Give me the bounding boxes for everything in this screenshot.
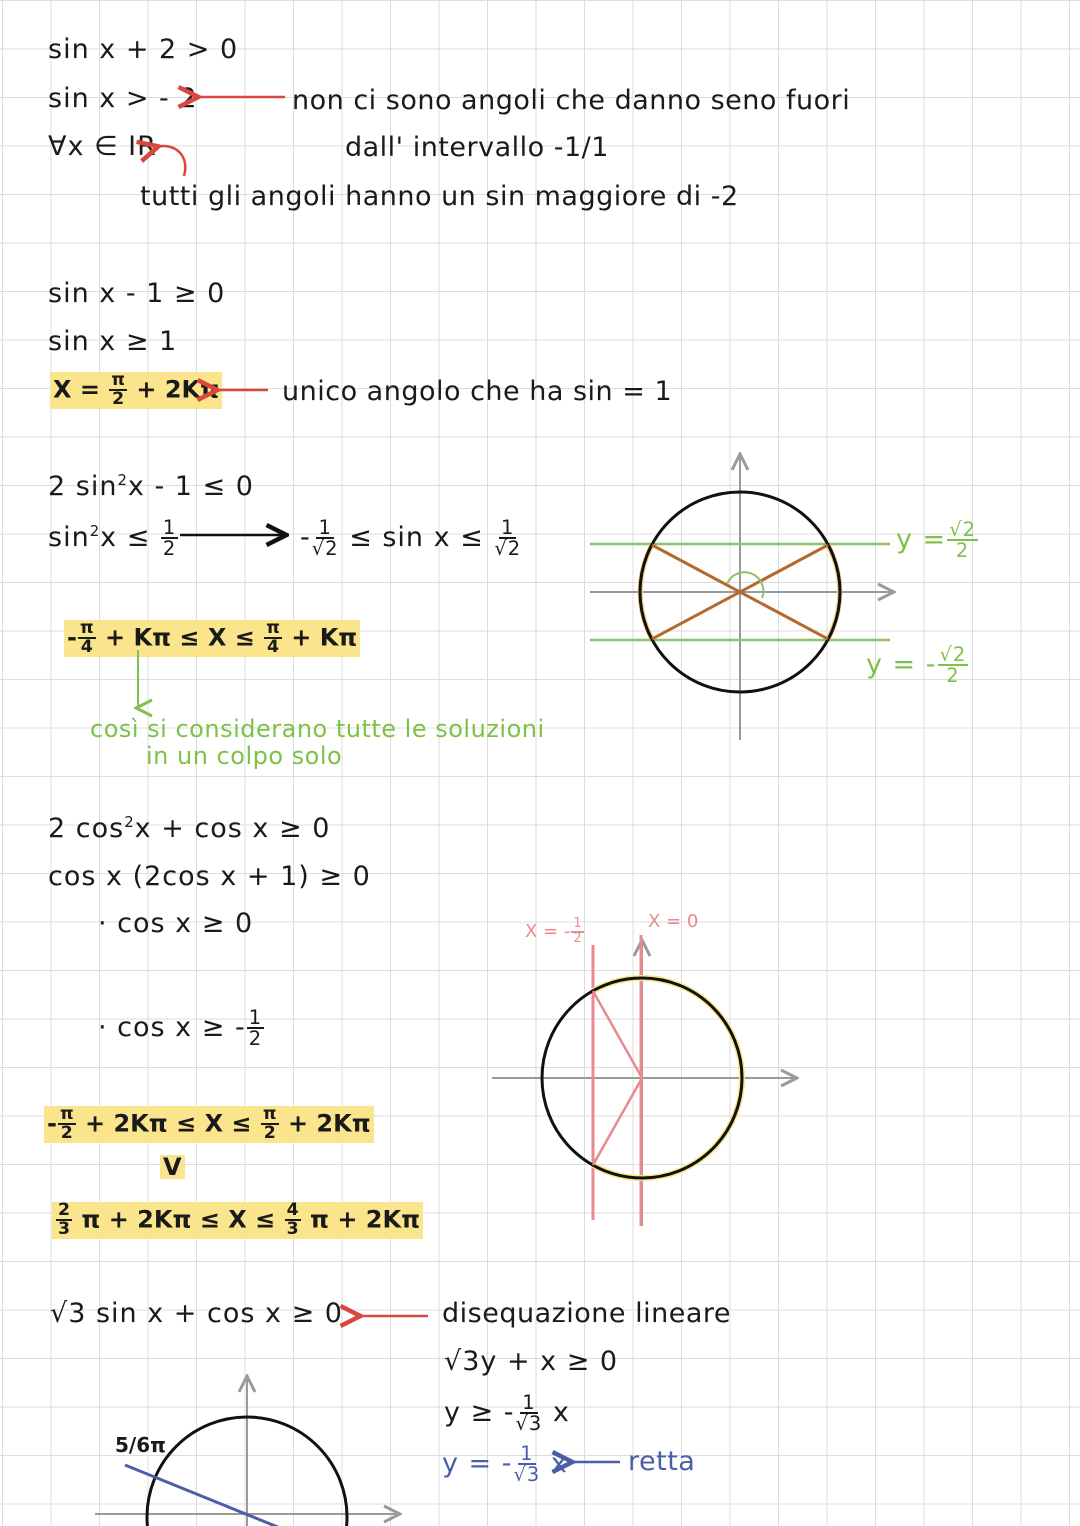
ex3-green-note-2: in un colpo solo — [146, 742, 343, 770]
ex4-sol2-den-left: 3 — [58, 1219, 71, 1240]
ex3-line2-b: x ≤ — [100, 521, 151, 553]
ex3-line2-a: sin — [48, 521, 90, 553]
ex3-label-neg-den: 2 — [946, 664, 960, 688]
ex1-line2: sin x > - 2 — [48, 83, 198, 114]
ex4-case1: · cos x ≥ 0 — [98, 908, 254, 939]
ex4-sol1-mid: + 2Kπ ≤ X ≤ — [85, 1109, 252, 1138]
ex5-note: disequazione lineare — [442, 1298, 732, 1329]
ex4-unit-circle-diagram — [492, 930, 795, 1226]
ex3-unit-circle-diagram — [590, 456, 892, 740]
ex4-case2-den: 2 — [248, 1027, 263, 1051]
ex2-sol-rest: + 2Kπ — [136, 375, 220, 404]
ex4-sol2-num-left: 2 — [58, 1200, 71, 1220]
ex4-sol1-end: + 2Kπ — [287, 1109, 371, 1138]
ex4-label-x1-num: 1 — [573, 916, 582, 931]
ex3-range-den-right: √2 — [494, 537, 522, 561]
ex1-note-1a: non ci sono angoli che danno seno fuori — [292, 85, 851, 116]
ex4-sol2-den-right: 3 — [286, 1219, 299, 1240]
ex3-range-mid: ≤ sin x ≤ — [349, 521, 484, 553]
ex3-sol-four-left: 4 — [80, 637, 93, 658]
ex5-line4-den: √3 — [513, 1463, 541, 1487]
ex5-line3-a: y ≥ - — [444, 1396, 515, 1428]
ex5-line1: √3 sin x + cos x ≥ 0 — [50, 1298, 343, 1329]
ex5-line3-num: 1 — [522, 1391, 536, 1414]
ex4-sol1-pi-right: π — [262, 1104, 277, 1124]
ex3-line1-sup: 2 — [117, 471, 128, 489]
ex3-sol-pi-left: π — [79, 618, 94, 638]
ex1-note-1b: dall' intervallo -1/1 — [345, 132, 609, 163]
ex3-label-neg-text: y = - — [866, 648, 937, 680]
ex4-case2-num: 1 — [248, 1006, 263, 1029]
ex5-retta: retta — [628, 1446, 696, 1477]
ex4-line2: cos x (2cos x + 1) ≥ 0 — [48, 861, 371, 892]
ex3-label-pos-den: 2 — [955, 539, 970, 563]
ex3-label-neg-num: √2 — [939, 643, 967, 666]
ex3-line1-b: x - 1 ≤ 0 — [127, 471, 254, 502]
ex3-line1-a: 2 sin — [48, 471, 118, 502]
ex4-sol1-two-right: 2 — [263, 1123, 276, 1144]
ex3-sol-minus: - — [67, 623, 77, 652]
ex5-line3-b: x — [552, 1396, 570, 1428]
ex5-line4-b: x — [550, 1447, 568, 1479]
ex3-range-den-left: √2 — [311, 537, 339, 561]
ex5-line4-a: y = - — [442, 1447, 513, 1479]
ex5-line2: √3y + x ≥ 0 — [444, 1346, 619, 1377]
ex3-sol-four-right: 4 — [267, 637, 280, 658]
ex1-note-2: tutti gli angoli hanno un sin maggiore di -2 — [140, 181, 739, 212]
ex5-line4-num: 1 — [520, 1442, 534, 1465]
ex4-sol1-two-left: 2 — [60, 1123, 73, 1144]
ex3-line2-num: 1 — [162, 516, 177, 539]
ex2-sol-x: X = — [53, 375, 100, 404]
ex3-range-minus: - — [300, 521, 311, 553]
ex4-line1-b: x + cos x ≥ 0 — [134, 813, 331, 844]
ex3-line2-den: 2 — [162, 537, 177, 561]
ex5-line3-den: √3 — [515, 1412, 543, 1436]
ex4-label-x1-den: 2 — [573, 930, 582, 946]
ex4-sol2-num-right: 4 — [286, 1200, 299, 1220]
ex3-range-num-right: 1 — [501, 516, 515, 539]
ex4-ray-down — [593, 1078, 642, 1165]
ex3-sol-pi-right: π — [266, 618, 280, 638]
ex4-ray-up — [593, 991, 642, 1078]
ex3-line2-sup: 2 — [89, 521, 101, 540]
ex2-sol-num: π — [111, 370, 125, 390]
ex1-line3: ∀x ∈ IR — [48, 131, 157, 162]
ex4-label-x1-text: X = - — [525, 920, 571, 942]
ex4-sol2-end: π + 2Kπ — [309, 1205, 421, 1234]
ex4-case2-text: · cos x ≥ - — [98, 1011, 246, 1043]
ex3-range-num-left: 1 — [318, 516, 332, 539]
ex3-label-pos-text: y = — [896, 523, 947, 555]
ex4-sol2-mid: π + 2Kπ ≤ X ≤ — [81, 1205, 276, 1234]
curved-arrow-ex1 — [156, 146, 185, 176]
ex2-note: unico angolo che ha sin = 1 — [282, 376, 673, 407]
ex3-green-note-1: così si considerano tutte le soluzioni — [90, 715, 545, 743]
ex4-or-sign: V — [160, 1155, 185, 1179]
ex4-sol1-pi-left: π — [59, 1104, 74, 1124]
ex4-line1-sup: 2 — [124, 813, 135, 831]
ex5-unit-circle-diagram — [95, 1378, 398, 1526]
ex3-sol-end: + Kπ — [291, 623, 358, 652]
ex4-sol1-minus: - — [47, 1109, 57, 1138]
ex1-line1: sin x + 2 > 0 — [48, 34, 239, 65]
ex3-label-pos-num: √2 — [949, 518, 976, 541]
ex2-line1: sin x - 1 ≥ 0 — [48, 278, 226, 309]
ex5-angle-label: 5/6π — [115, 1433, 166, 1457]
ex2-sol-den: 2 — [112, 389, 125, 410]
ex3-sol-mid: + Kπ ≤ X ≤ — [105, 623, 255, 652]
ex4-label-x-zero: X = 0 — [648, 911, 699, 932]
ex2-line2: sin x ≥ 1 — [48, 326, 178, 357]
ex4-line1-a: 2 cos — [48, 813, 125, 844]
